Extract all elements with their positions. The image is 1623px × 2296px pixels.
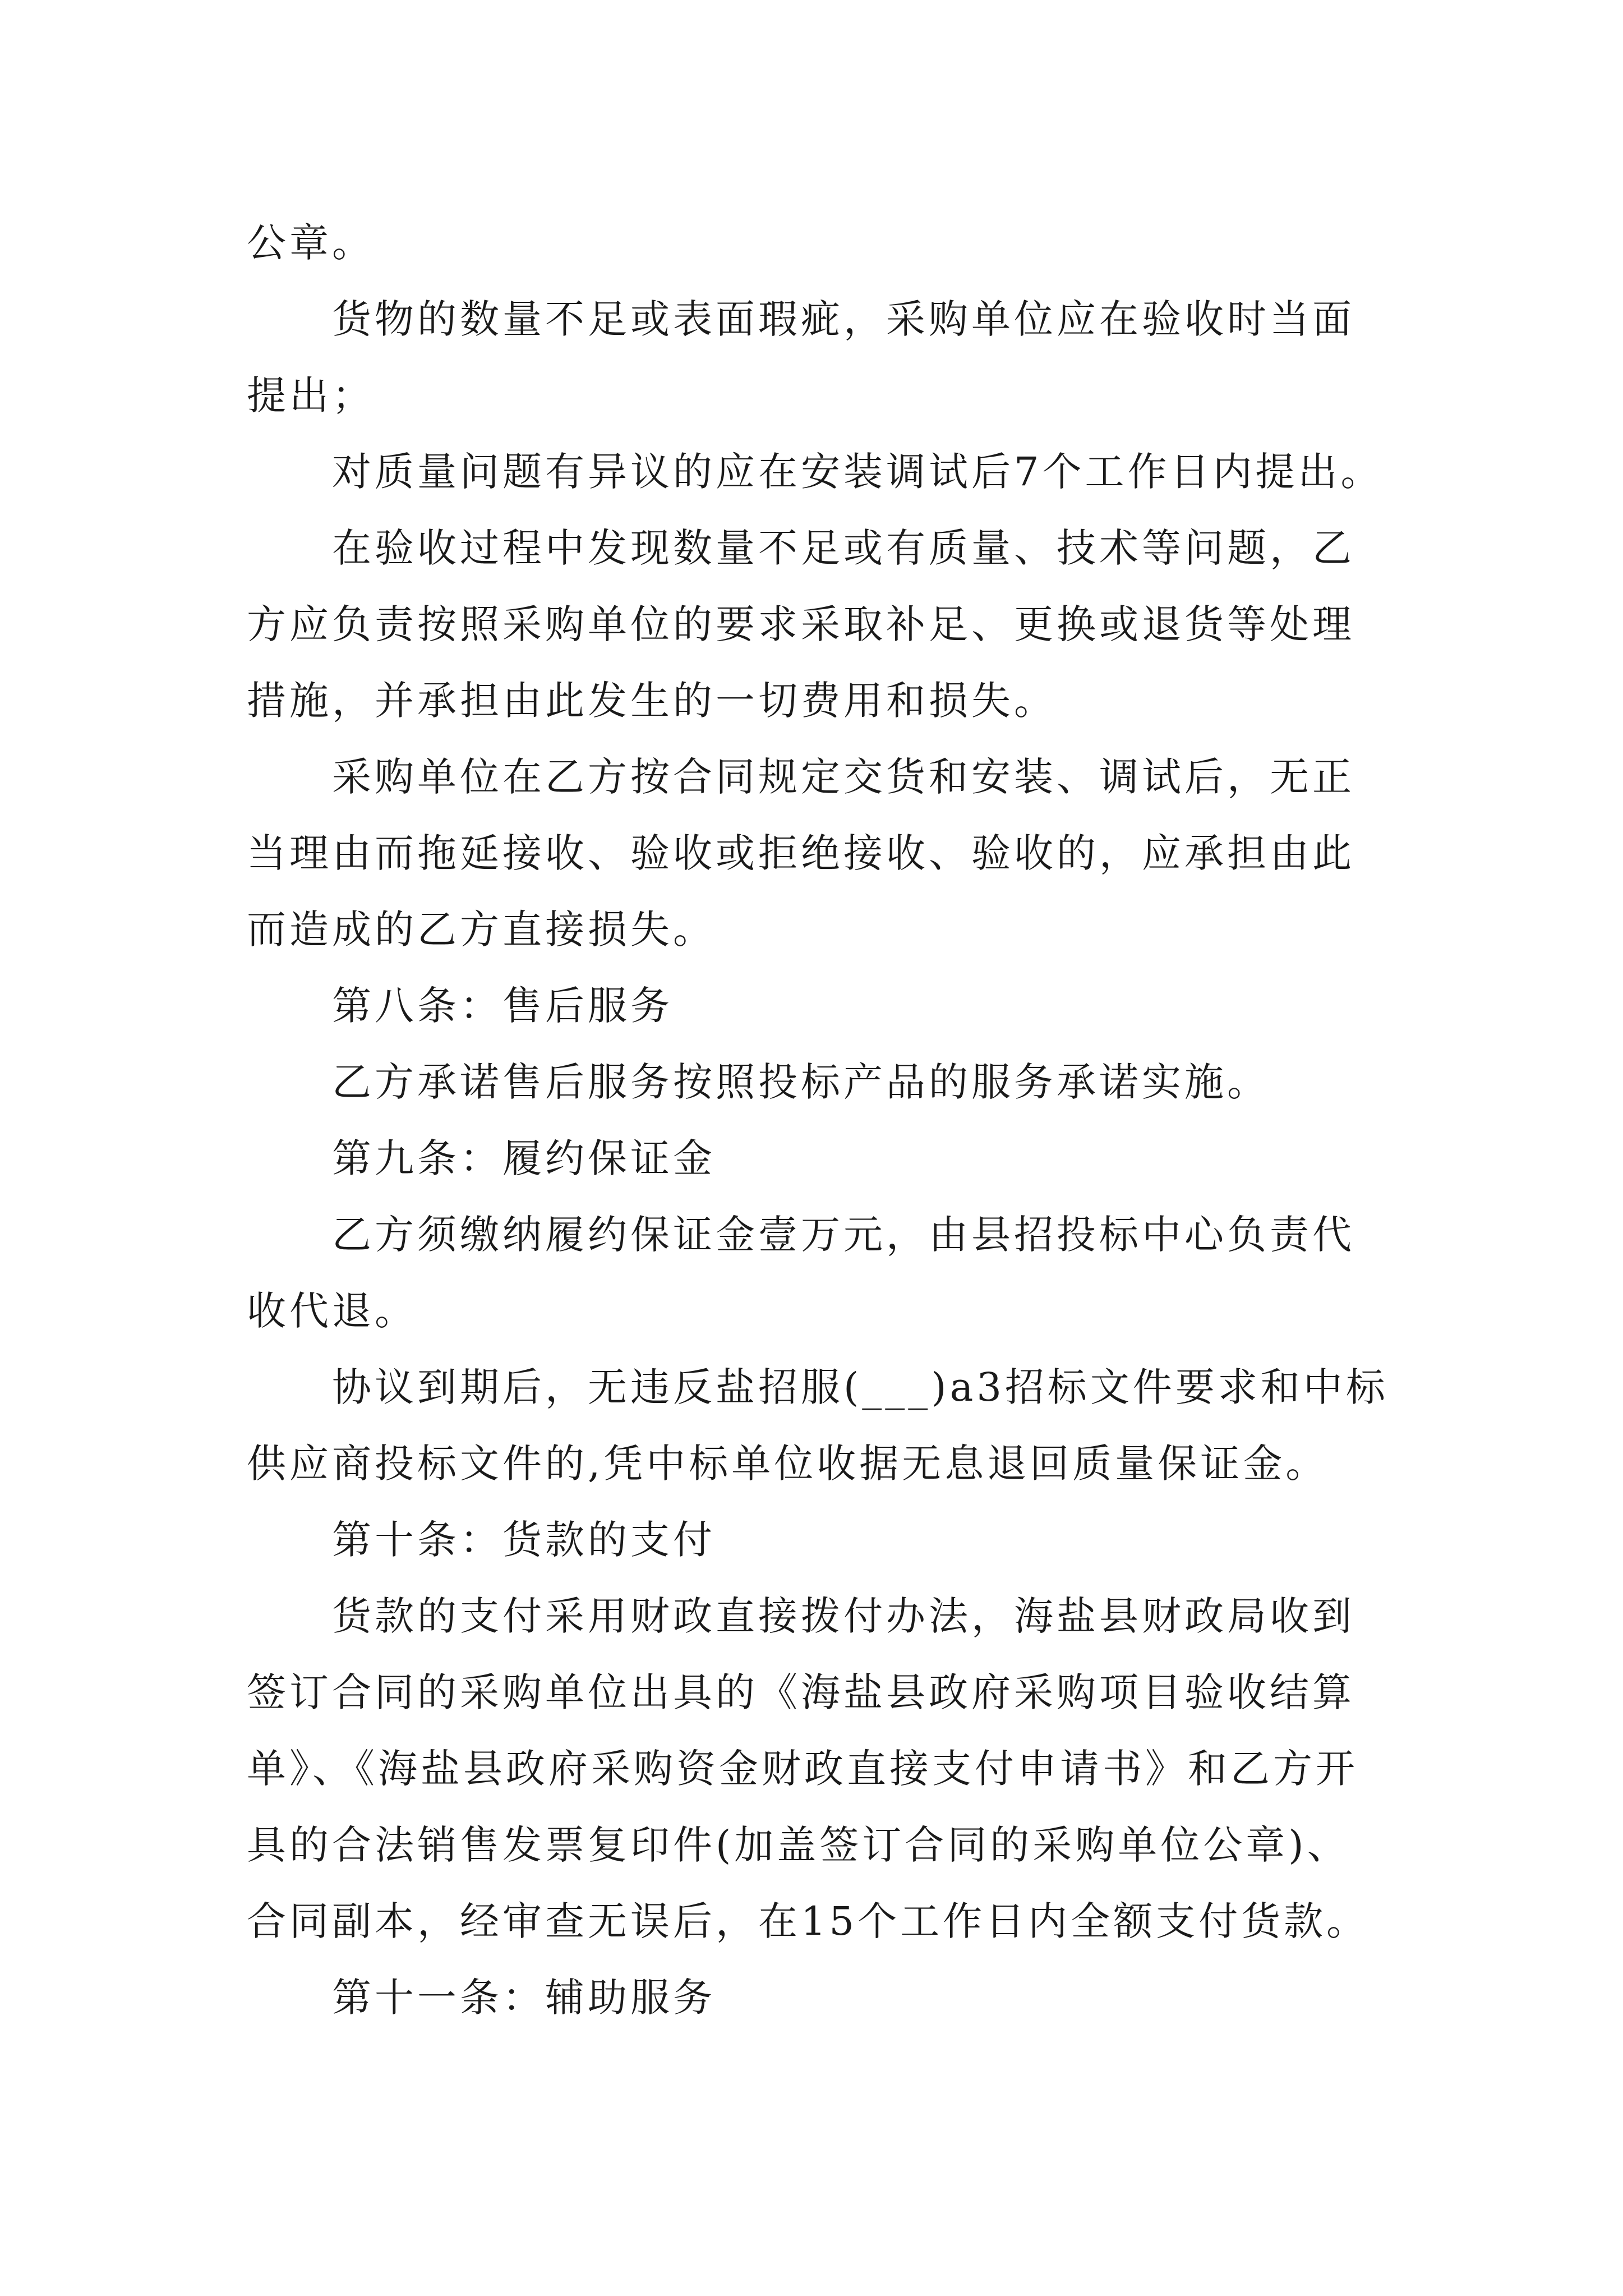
document-body — [247, 205, 1391, 2036]
paragraph-buyer-delay: 采购单位在乙方按合同规定交货和安装、调试后，无正当理由而拖延接收、验收或拒绝接收、验收的，应承担由此而造成的乙方直接损失。 — [247, 754, 1355, 953]
heading-article-11: 第十一条：辅助服务 — [332, 1975, 716, 2021]
heading-article-8: 第八条：售后服务 — [332, 983, 673, 1029]
heading-article-10: 第十条：货款的支付 — [332, 1517, 716, 1563]
paragraph-seal: 公章。 — [247, 220, 375, 266]
paragraph-payment: 货款的支付采用财政直接拨付办法，海盐县财政局收到签订合同的采购单位出具的《海盐县政府采购项目验收结算单》、《海盐县政府采购资金财政直接支付申请书》和乙方开具的合法销售发票复印件(加盖签订合同的采购单位公章)、合同副本，经审查无误后，在15个工作日内全额支付货款。 — [247, 1593, 1370, 1944]
paragraph-quantity-defect: 货物的数量不足或表面瑕疵，采购单位应在验收时当面提出； — [247, 296, 1355, 418]
paragraph-after-sales: 乙方承诺售后服务按照投标产品的服务承诺实施。 — [332, 1059, 1270, 1105]
heading-article-9: 第九条：履约保证金 — [332, 1135, 716, 1181]
paragraph-performance-bond: 乙方须缴纳履约保证金壹万元，由县招投标中心负责代收代退。 — [247, 1212, 1355, 1334]
paragraph-quality-objection: 对质量问题有异议的应在安装调试后7个工作日内提出。 — [332, 449, 1384, 495]
paragraph-acceptance-issues: 在验收过程中发现数量不足或有质量、技术等问题，乙方应负责按照采购单位的要求采取补足、更换或退货等处理措施，并承担由此发生的一切费用和损失。 — [247, 525, 1355, 724]
paragraph-bond-refund: 协议到期后，无违反盐招服(___)a3招标文件要求和中标供应商投标文件的,凭中标单位收据无息退回质量保证金。 — [247, 1364, 1389, 1487]
